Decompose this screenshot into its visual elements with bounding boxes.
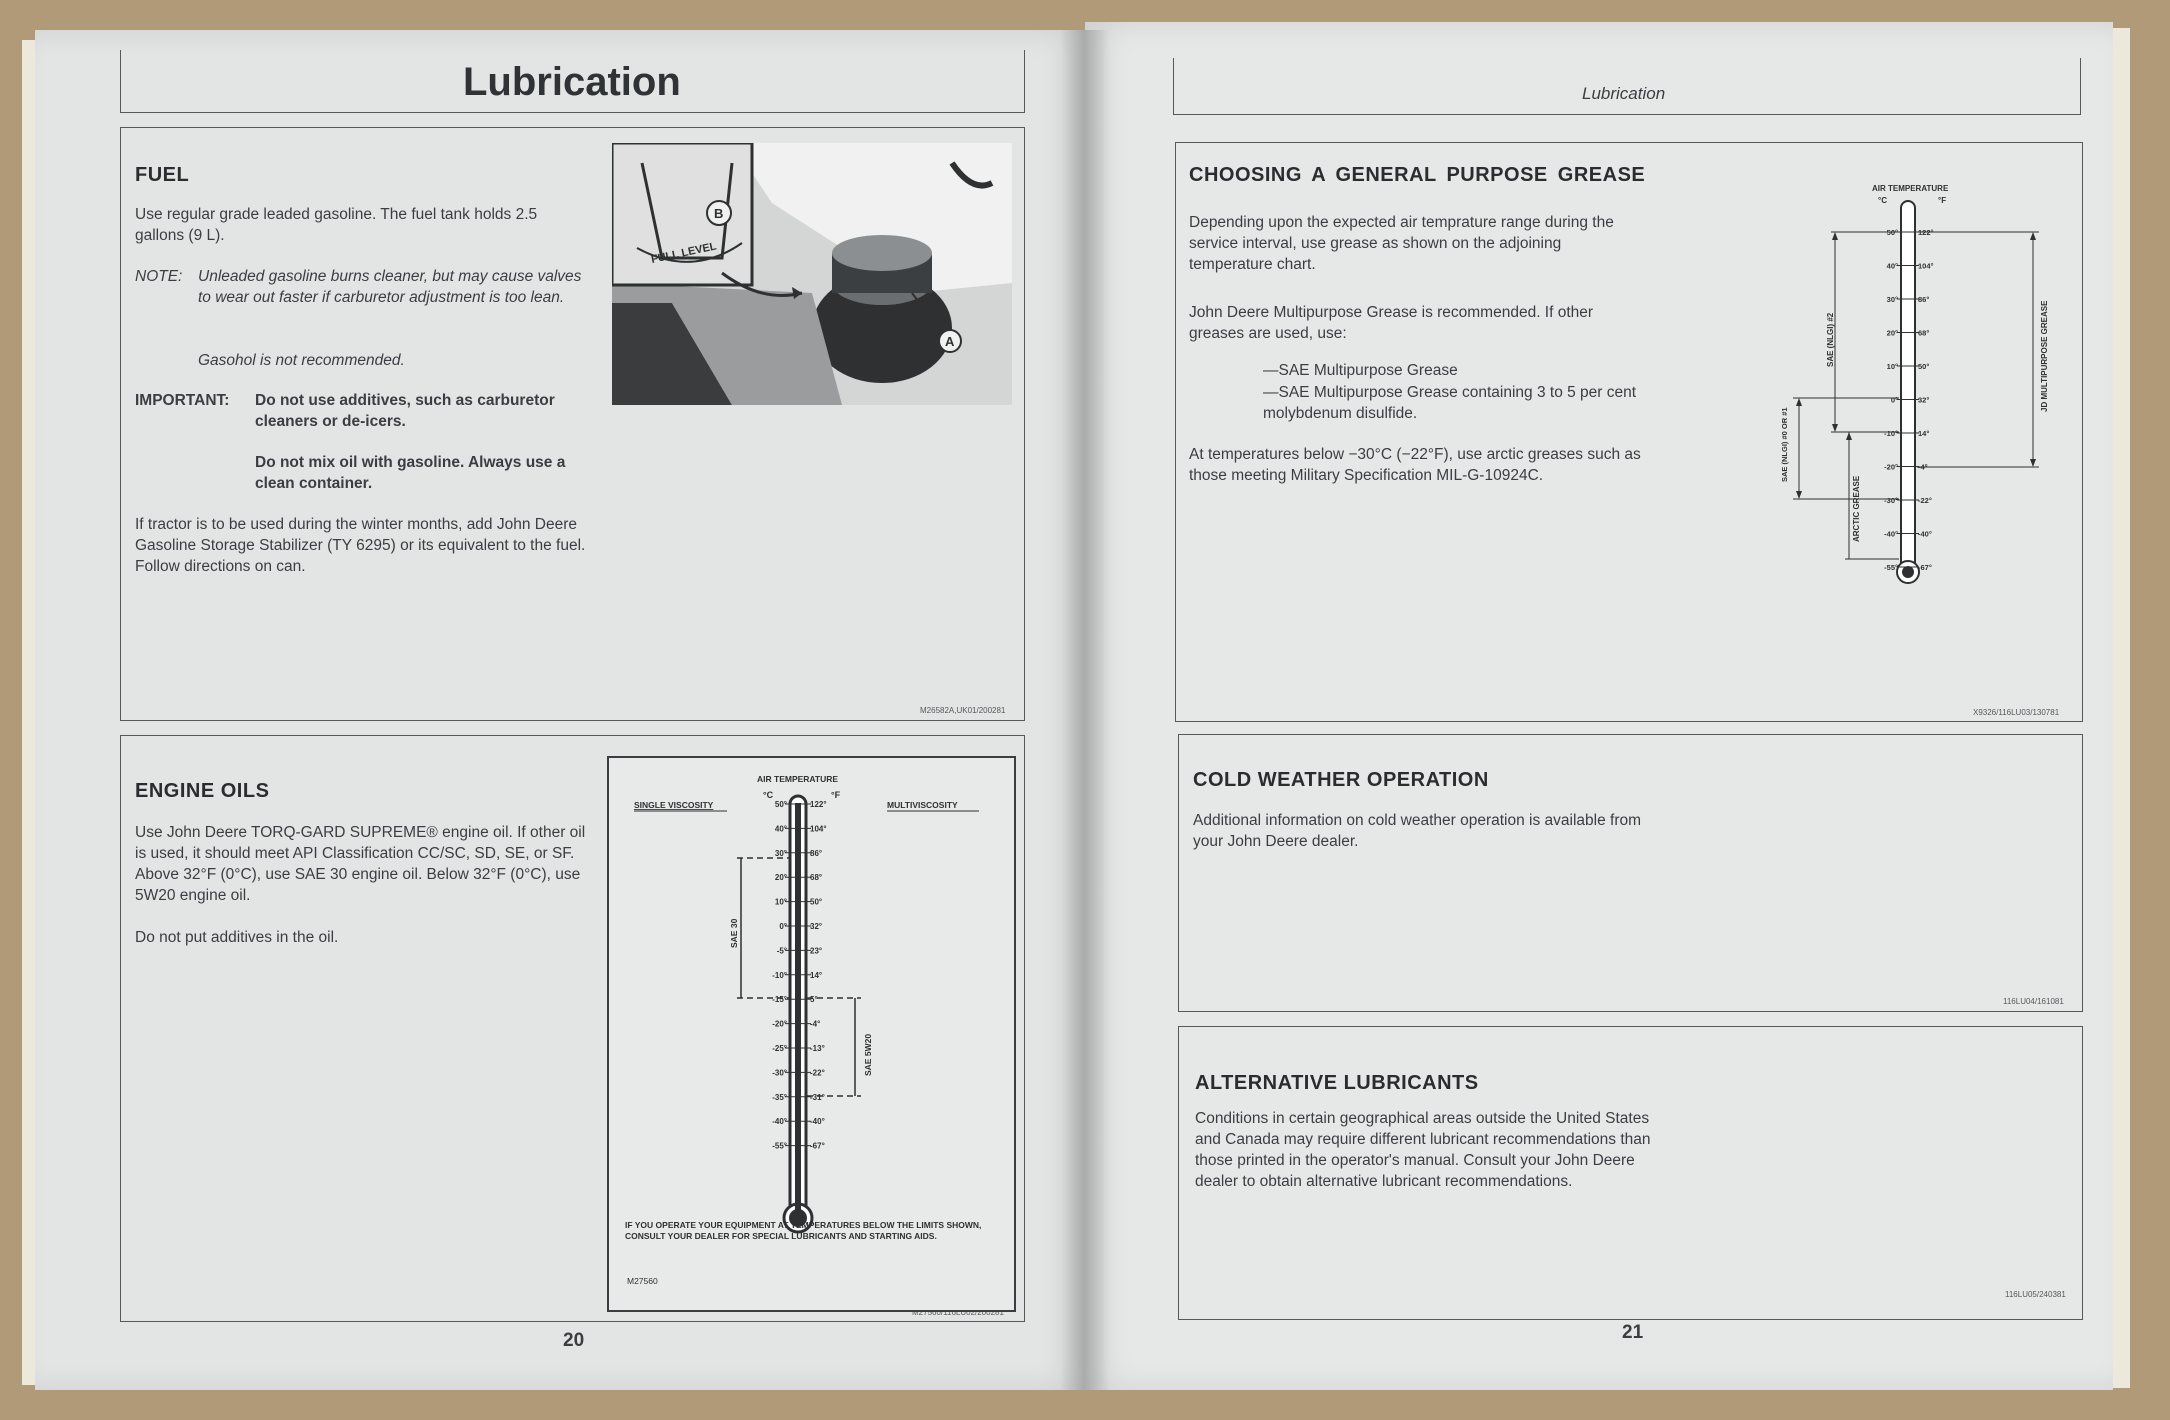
oil-chart-footnote: IF YOU OPERATE YOUR EQUIPMENT AT TEMPERATURES BELOW THE LIMITS SHOWN, CONSULT YOUR DEALER FOR SPECIAL LUBRICANTS AND STARTING AIDS. — [625, 1220, 982, 1241]
cold-weather-para: Additional information on cold weather operation is available from your John Deere dealer. — [1193, 812, 1642, 850]
multiviscosity-label: MULTIVISCOSITY — [887, 800, 958, 810]
grease-unit-f: °F — [1938, 196, 1947, 205]
fahrenheit-tick: 23° — [810, 946, 823, 956]
fuel-tank-illustration — [612, 143, 1012, 405]
grease-code: X9326/116LU03/130781 — [1973, 708, 2060, 717]
cold-weather-code: 116LU04/161081 — [2003, 997, 2064, 1006]
grease-para3: At temperatures below −30°C (−22°F), use arctic greases such as those meeting Military Specification MIL-G-10924C. — [1189, 446, 1641, 484]
celsius-tick: 50° — [1886, 228, 1898, 237]
celsius-tick: -15° — [772, 995, 787, 1005]
callout-b: B — [714, 206, 724, 221]
celsius-tick: 50° — [774, 800, 787, 809]
oil-chart-svg — [609, 758, 1014, 1310]
celsius-tick: -55° — [1884, 563, 1898, 572]
alternative-lubricants-heading: ALTERNATIVE LUBRICANTS — [1195, 1072, 1479, 1094]
winter-para: If tractor is to be used during the winter months, add John Deere Gasoline Storage Stabilizer (TY 6295) or its equivalent to the fuel. Follow directions on can. — [135, 516, 586, 575]
engine-oils-para: Use John Deere TORQ-GARD SUPREME® engine oil. If other oil is used, it should meet API Classification CC/SC, SD, SE, or SF. Above 32°F (0°C), use SAE 30 engine oil. Below 32°F (0°C), use 5W20 engine oil. — [135, 824, 586, 904]
grease-unit-c: °C — [1878, 196, 1887, 205]
celsius-tick: -5° — [776, 946, 787, 956]
page-title: Lubrication — [463, 60, 681, 104]
fahrenheit-tick: 104° — [810, 824, 827, 834]
jd-multipurpose-label: JD MULTIPURPOSE GREASE — [2040, 300, 2049, 412]
important-additives: Do not use additives, such as carburetor cleaners or de-icers. — [255, 392, 555, 430]
note-text: Unleaded gasoline burns cleaner, but may cause valves to wear out faster if carburetor adjustment is too lean. — [198, 268, 582, 306]
engine-oils-additives: Do not put additives in the oil. — [135, 929, 339, 946]
nlgi1-label: SAE (NLGI) #0 OR #1 — [1780, 407, 1789, 482]
cold-weather-heading: COLD WEATHER OPERATION — [1193, 769, 1489, 791]
celsius-tick: -20° — [1884, 462, 1898, 472]
celsius-tick: -25° — [772, 1044, 787, 1053]
celsius-tick: 10° — [1886, 362, 1898, 371]
grease-heading: CHOOSING A GENERAL PURPOSE GREASE — [1189, 164, 1646, 186]
oil-chart-title: AIR TEMPERATURE — [757, 774, 839, 784]
grease-chart-title: AIR TEMPERATURE — [1872, 184, 1949, 193]
grease-option-1: —SAE Multipurpose Grease — [1263, 362, 1458, 379]
oil-unit-c: °C — [763, 790, 774, 800]
important-label: IMPORTANT: — [135, 392, 230, 409]
celsius-tick: 20° — [774, 873, 787, 883]
celsius-tick: 30° — [774, 848, 787, 858]
fahrenheit-tick: -31° — [810, 1092, 825, 1102]
arctic-grease-label: ARCTIC GREASE — [1852, 475, 1861, 542]
fahrenheit-tick: -22° — [810, 1068, 825, 1078]
full-level-label: FULL LEVEL — [650, 240, 718, 266]
single-viscosity-label: SINGLE VISCOSITY — [634, 800, 714, 810]
fahrenheit-tick: 86° — [810, 848, 823, 858]
fahrenheit-tick: 32° — [810, 922, 823, 931]
fahrenheit-tick: 86° — [1918, 295, 1930, 304]
celsius-tick: 20° — [1886, 328, 1898, 338]
fahrenheit-tick: -67° — [810, 1141, 825, 1151]
alternative-lubricants-code: 116LU05/240381 — [2005, 1290, 2066, 1299]
fuel-para: Use regular grade leaded gasoline. The fuel tank holds 2.5 gallons (9 L). — [135, 206, 538, 244]
fahrenheit-tick: 68° — [1918, 328, 1930, 338]
celsius-tick: -10° — [772, 970, 787, 980]
celsius-tick: 30° — [1886, 295, 1898, 304]
right-page — [1085, 22, 2113, 1390]
fahrenheit-tick: 5° — [810, 995, 818, 1005]
fahrenheit-tick: -13° — [810, 1044, 825, 1053]
grease-chart-svg — [1765, 177, 2075, 597]
oil-viscosity-chart — [607, 756, 1016, 1312]
book-spine-shadow — [1060, 30, 1110, 1390]
celsius-tick: 10° — [774, 897, 787, 907]
sae5w20-label: SAE 5W20 — [863, 1033, 873, 1076]
fahrenheit-tick: 50° — [1918, 362, 1930, 371]
fuel-tank-photo — [612, 143, 1012, 405]
fahrenheit-tick: -4° — [1918, 462, 1928, 472]
fahrenheit-tick: 104° — [1918, 261, 1934, 271]
page-number-21: 21 — [1622, 1322, 1644, 1343]
engine-oils-heading: ENGINE OILS — [135, 780, 270, 802]
celsius-tick: 40° — [1886, 261, 1898, 271]
celsius-tick: 0° — [779, 922, 787, 931]
celsius-tick: -10° — [1884, 429, 1898, 438]
celsius-tick: 0° — [1890, 395, 1898, 405]
running-head: Lubrication — [1582, 84, 1666, 103]
celsius-tick: -40° — [1884, 529, 1898, 539]
note-label: NOTE: — [135, 268, 183, 285]
grease-temperature-chart — [1765, 177, 2075, 597]
important-mix: Do not mix oil with gasoline. Always use a clean container. — [255, 454, 566, 492]
celsius-tick: 40° — [774, 824, 787, 834]
alternative-lubricants-para: Conditions in certain geographical areas outside the United States and Canada may require different lubricant recommendations than those printed in the operator's manual. Consult your John Deere dealer to obtain alternative lubricant recommendations. — [1195, 1110, 1651, 1190]
celsius-tick: -30° — [772, 1068, 787, 1078]
fahrenheit-tick: -40° — [1918, 529, 1932, 539]
celsius-tick: -30° — [1884, 496, 1898, 505]
celsius-tick: -35° — [772, 1092, 787, 1102]
fahrenheit-tick: 68° — [810, 873, 823, 883]
oil-unit-f: °F — [831, 790, 841, 800]
grease-para2: John Deere Multipurpose Grease is recommended. If other greases are used, use: — [1189, 304, 1594, 342]
sae30-label: SAE 30 — [729, 918, 739, 948]
fahrenheit-tick: 14° — [1918, 429, 1930, 438]
fuel-heading: FUEL — [135, 164, 190, 186]
fahrenheit-tick: 32° — [1918, 395, 1930, 405]
fahrenheit-tick: -22° — [1918, 496, 1932, 505]
grease-option-2: —SAE Multipurpose Grease containing 3 to 5 per cent molybdenum disulfide. — [1263, 384, 1637, 422]
fuel-code: M26582A,UK01/200281 — [920, 706, 1006, 715]
fahrenheit-tick: 14° — [810, 970, 823, 980]
page-number-20: 20 — [563, 1330, 585, 1351]
oil-chart-fig-code: M27560 — [627, 1276, 658, 1286]
grease-para1: Depending upon the expected air temprature range during the service interval, use grease as shown on the adjoining temperature chart. — [1189, 214, 1614, 273]
gasohol-note: Gasohol is not recommended. — [198, 352, 405, 369]
celsius-tick: -55° — [772, 1141, 787, 1151]
nlgi2-label: SAE (NLGI) #2 — [1826, 312, 1835, 367]
fahrenheit-tick: 50° — [810, 897, 823, 907]
fahrenheit-tick: 122° — [1918, 228, 1934, 237]
callout-a: A — [945, 334, 955, 349]
fahrenheit-tick: 122° — [810, 800, 827, 809]
celsius-tick: -40° — [772, 1117, 787, 1127]
fahrenheit-tick: -67° — [1918, 563, 1932, 572]
fahrenheit-tick: -4° — [810, 1019, 821, 1029]
left-page — [35, 30, 1085, 1390]
fahrenheit-tick: -40° — [810, 1117, 825, 1127]
celsius-tick: -20° — [772, 1019, 787, 1029]
